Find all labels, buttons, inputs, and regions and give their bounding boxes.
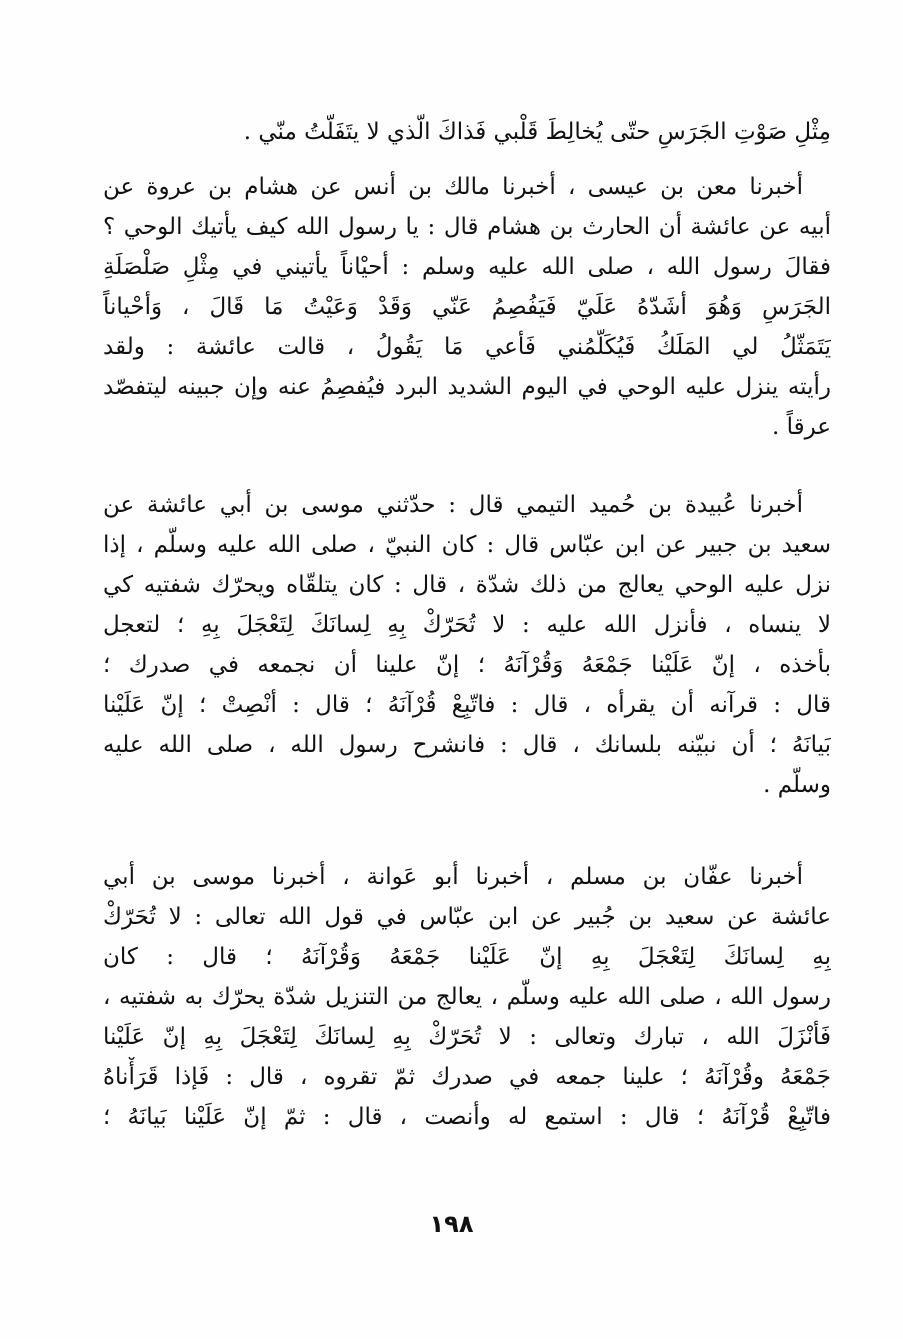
text-line: جَمْعَهُ وقُرْآنَهُ ؛ علينا جمعه في صدرك ثمّ تقروه ، قال : فَإذا قَرَأْناهُ [103,1064,831,1090]
paragraph-hadith-3 [103,857,831,1137]
text-line: نزل عليه الوحي يعالج من ذلك شدّة ، قال : كان يتلقّاه ويحرّك شفتيه كي [103,572,831,598]
text-line: أخبرنا معن بن عيسى ، أخبرنا مالك بن أنس عن هشام بن عروة عن [103,174,803,200]
text-line: فقالَ رسول الله ، صلى الله عليه وسلم : أحيْاناً يأتيني في مِثْلِ صَلْصَلَةِ [103,254,831,280]
text-line: قال : قرآنه أن يقرأه ، قال : فاتّبِعْ قُرْآنَهُ ؛ قال : أنْصِتْ ؛ إنّ عَلَيْنا [103,692,831,718]
page-number: ١٩٨ [429,1210,474,1238]
text-line: الجَرَسِ وَهُوَ أشَدّهُ عَلَيّ فَيَفُصِمُ عَنّي وَقَدْ وَعَيْتُ مَا قَالَ ، وَأحْياناً [103,294,831,320]
text-line: أخبرنا عفّان بن مسلم ، أخبرنا أبو عَوانة ، أخبرنا موسى بن أبي [103,864,803,890]
text-line: رسول الله ، صلى الله عليه وسلّم ، يعالج من التنزيل شدّة يحرّك به شفتيه ، [103,984,831,1010]
text-line: فاتّبِعْ قُرْآنَهُ ؛ قال : استمع له وأنصت ، قال : ثمّ إنّ عَلَيْنا بَيانَهُ ؛ [103,1104,831,1130]
text-line: بِهِ لِسانَكَ لِتَعْجَلَ بِهِ إنّ عَلَيْنا جَمْعَهُ وَقُرْآنَهُ ؛ قال : كان [103,944,831,970]
text-line: بَيانَهُ ؛ أن نبيّنه بلسانك ، قال : فانشرح رسول الله ، صلى الله عليه [103,732,831,758]
paragraph-hadith-2 [103,485,831,805]
text-line: لا ينساه ، فأنزل الله عليه : لا تُحَرّكْ بِهِ لِسانَكَ لِتَعْجَلَ بِهِ ؛ لتعجل [103,612,831,638]
text-line: بأخذه ، إنّ عَلَيْنا جَمْعَهُ وَقُرْآنَهُ ؛ إنّ علينا أن نجمعه في صدرك ؛ [103,652,831,678]
text-line: عائشة عن سعيد بن جُبير عن ابن عبّاس في قول الله تعالى : لا تُحَرّكْ [103,904,831,930]
text-line: يَتَمَثّلُ لي المَلَكُ فَيُكَلّمُني فَأعي مَا يَقُولُ ، قالت عائشة : ولقد [103,334,831,360]
text-line: وسلّم . [763,772,831,798]
text-line: عرقاً . [771,414,831,440]
text-line: سعيد بن جبير عن ابن عبّاس قال : كان النبيّ ، صلى الله عليه وسلّم ، إذا [103,532,831,558]
paragraph-hadith-1 [103,167,831,447]
text-line: أخبرنا عُبيدة بن حُميد التيمي قال : حدّثني موسى بن أبي عائشة عن [103,492,803,518]
text-line: أبيه عن عائشة أن الحارث بن هشام قال : يا رسول الله كيف يأتيك الوحي ؟ [103,214,831,240]
paragraph-continuation [103,112,831,152]
text-line: رأيته ينزل عليه الوحي في اليوم الشديد البرد فيُفصِمُ عنه وإن جبينه ليتفصّد [103,374,831,400]
text-line: فَأنْزَلَ الله ، تبارك وتعالى : لا تُحَرّكْ بِهِ لِسانَكَ لِتَعْجَلَ بِهِ إنّ عَلَيْنا [103,1024,831,1050]
text-line: مِثْلِ صَوْتِ الجَرَسِ حتّى يُخالِطَ قَلْبي فَذاكَ الّذي لا يتَفَلّتُ منّي . [243,119,831,145]
